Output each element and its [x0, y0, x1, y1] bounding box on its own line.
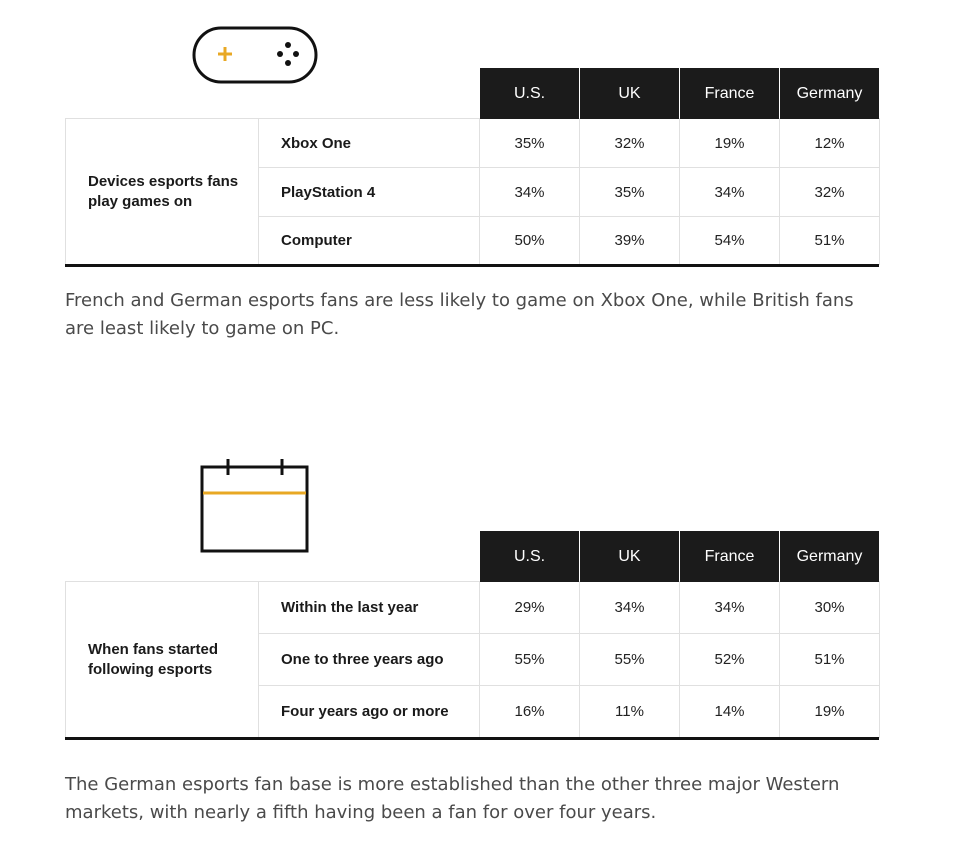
table-cell: 34% [614, 599, 645, 616]
table-cell: 51% [814, 651, 845, 668]
caption-paragraph: The German esports fan base is more established than the other three major Western markets, with nearly a fifth having been a fan for over four years. [65, 774, 840, 823]
table-cell: 12% [814, 134, 845, 152]
table-cell: 50% [514, 232, 545, 249]
table-cell: 19% [714, 134, 745, 152]
column-header-france: France [680, 531, 779, 582]
table-cell: 55% [514, 651, 545, 668]
group-label: Devices esports fans play games on [88, 172, 239, 210]
row-label-four-years-or-more: Four years ago or more [281, 703, 449, 720]
table-cell: 29% [514, 599, 545, 616]
column-header-germany: Germany [780, 531, 879, 582]
table-cell: 16% [514, 703, 545, 720]
group-label: When fans started following esports [88, 640, 219, 678]
table-bottom-rule [65, 737, 879, 740]
table-cell: 11% [615, 703, 644, 720]
table-cell: 34% [714, 183, 745, 201]
table-cell: 32% [814, 183, 845, 201]
calendar-icon [200, 459, 310, 553]
table-cell: 14% [714, 703, 745, 720]
table-cell: 32% [614, 134, 645, 152]
column-header-uk: UK [580, 68, 679, 119]
table-bottom-rule [65, 264, 879, 267]
table-cell: 34% [714, 599, 745, 616]
gamepad-icon [192, 26, 318, 84]
table-cell: 34% [514, 183, 545, 201]
table-cell: 30% [814, 599, 845, 616]
column-header-france: France [680, 68, 779, 119]
table-cell: 35% [614, 183, 645, 201]
table-cell: 19% [814, 703, 845, 720]
table-cell: 39% [614, 232, 645, 249]
column-header-germany: Germany [780, 68, 879, 119]
row-label-one-to-three-years: One to three years ago [281, 651, 444, 668]
table-cell: 51% [814, 232, 845, 249]
row-label-xbox-one: Xbox One [281, 134, 352, 152]
column-header-us: U.S. [480, 531, 579, 582]
column-header-us: U.S. [480, 68, 579, 119]
table-cell: 35% [514, 134, 545, 152]
table-cell: 52% [714, 651, 745, 668]
row-label-playstation-4: PlayStation 4 [281, 183, 376, 201]
caption-paragraph: French and German esports fans are less likely to game on Xbox One, while British fans are least likely to game on PC. [65, 290, 854, 339]
row-label-within-last-year: Within the last year [281, 599, 419, 616]
table-cell: 55% [614, 651, 645, 668]
column-header-uk: UK [580, 531, 679, 582]
row-label-computer: Computer [281, 232, 352, 249]
table-cell: 54% [714, 232, 745, 249]
